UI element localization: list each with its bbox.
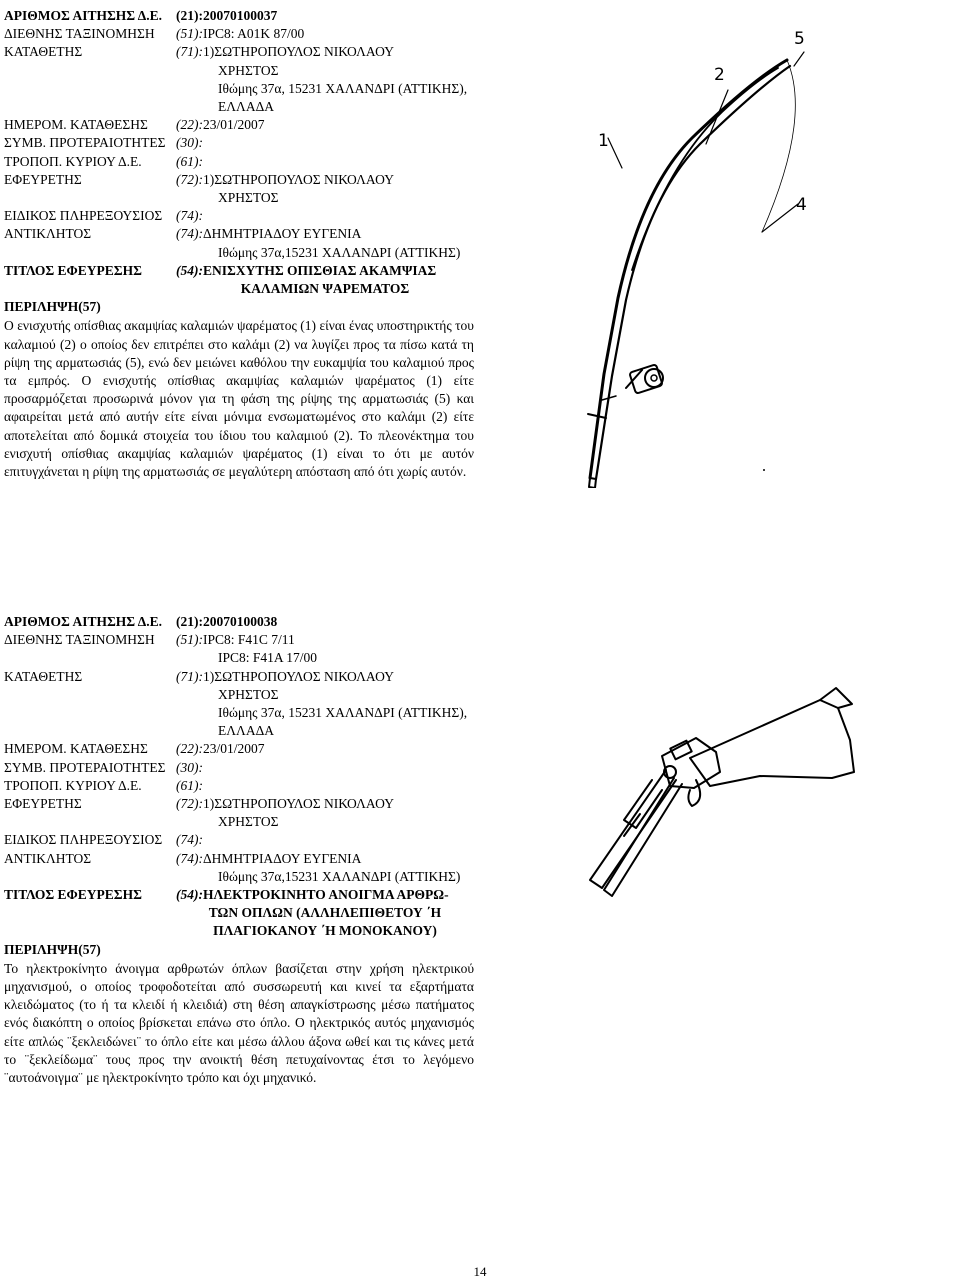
applicant-line: ΕΛΛΑΔΑ [218, 99, 275, 115]
classification-code: (51): [176, 632, 203, 648]
inventor-row [4, 171, 474, 189]
representative-code: (74): [176, 850, 203, 866]
special-agent-label: ΕΙΔΙΚΟΣ ΠΛΗΡΕΞΟΥΣΙΟΣ [4, 208, 163, 224]
rod-outline [590, 60, 787, 478]
representative-label: ΑΝΤΙΚΛΗΤΟΣ [4, 850, 92, 866]
classification-value: IPC8: A01K 87/00 [203, 26, 305, 42]
title-row [4, 886, 474, 941]
patent-record-1 [4, 7, 474, 481]
priority-code: (30): [176, 135, 203, 151]
application-number-row [4, 613, 474, 631]
figure-label-5: 5 [794, 29, 805, 49]
title-line: ΠΛΑΓΙΟΚΑΝΟΥ ΄Η ΜΟΝΟΚΑΝΟΥ) [213, 923, 437, 939]
patent-record-2 [4, 613, 474, 1087]
abstract-heading: ΠΕΡΙΛΗΨΗ(57) [4, 941, 101, 957]
representative-line: Ιθώμης 37α,15231 ΧΑΛΑΝΔΡΙ (ΑΤΤΙΚΗΣ) [218, 868, 461, 884]
amendment-label: ΤΡΟΠΟΠ. ΚΥΡΙΟΥ Δ.Ε. [4, 153, 142, 169]
priority-label: ΣΥΜΒ. ΠΡΟΤΕΡΑΙΟΤΗΤΕΣ [4, 759, 166, 775]
filing-date-value: 23/01/2007 [203, 741, 265, 757]
title-line: ΚΑΛΑΜΙΩΝ ΨΑΡΕΜΑΤΟΣ [240, 281, 410, 297]
applicant-code: (71): [176, 44, 203, 60]
representative-row [4, 225, 474, 243]
applicant-line: 1)ΣΩΤΗΡΟΠΟΥΛΟΣ ΝΙΚΟΛΑΟΥ [203, 44, 394, 60]
filing-date-code: (22): [176, 117, 203, 133]
inventor-line: 1)ΣΩΤΗΡΟΠΟΥΛΟΣ ΝΙΚΟΛΑΟΥ [203, 796, 394, 812]
application-number-label: ΑΡΙΘΜΟΣ ΑΙΤΗΣΗΣ Δ.Ε. [4, 8, 162, 23]
filing-date-code: (22): [176, 741, 203, 757]
applicant-line: ΧΡΗΣΤΟΣ [218, 686, 279, 702]
amendment-row [4, 153, 474, 171]
inventor-label: ΕΦΕΥΡΕΤΗΣ [4, 171, 82, 187]
title-label: ΤΙΤΛΟΣ ΕΦΕΥΡΕΣΗΣ [4, 262, 142, 278]
shotgun-figure [520, 640, 920, 940]
filing-date-value: 23/01/2007 [203, 117, 265, 133]
classification-row [4, 25, 474, 43]
special-agent-label: ΕΙΔΙΚΟΣ ΠΛΗΡΕΞΟΥΣΙΟΣ [4, 832, 163, 848]
figure-label-4: 4 [796, 195, 807, 215]
representative-row [4, 850, 474, 868]
application-number-value: 20070100038 [203, 614, 278, 629]
applicant-code: (71): [176, 668, 203, 684]
title-line: ΤΩΝ ΟΠΛΩΝ (ΑΛΛΗΛΕΠΙΘΕΤΟΥ ΄Η [208, 905, 442, 921]
figure-label-1: 1 [598, 131, 609, 151]
applicant-line: 1)ΣΩΤΗΡΟΠΟΥΛΟΣ ΝΙΚΟΛΑΟΥ [203, 668, 394, 684]
filing-date-row [4, 116, 474, 134]
inventor-label: ΕΦΕΥΡΕΤΗΣ [4, 796, 82, 812]
application-number-code: (21): [176, 8, 203, 23]
application-number-row [4, 7, 474, 25]
special-agent-row [4, 207, 474, 225]
abstract-text: Ο ενισχυτής οπίσθιας ακαμψίας καλαμιών ψαρέματος (1) είναι ένας υποστηρικτής του καλαμιού (2) ο οποίος δεν επιτρέπει στο καλάμι (2) να λυγίζει προς τα πίσω κατά τη ρίψη της αρματωσιάς (5), ενώ δεν μειώνει καθόλου την ευκαμψία του καλαμιού προς τα εμπρός. Ο ενισχυτής οπίσθιας ακαμψίας καλαμιών ψαρέματος (1) είτε προσαρμόζεται προσωρινά μόνον για τη φάση της ρίψης της αρματωσιάς (5) και αφαιρείται μετά από αυτήν είτε είναι μόνιμα ενσωματωμένος στο καλάμι (2) είτε αποτελείται από δομικά στοιχεία του ίδιου του καλαμιού (2). Το πλεονέκτημα του ενισχυτή οπίσθιας ακαμψίας καλαμιών ψαρέματος (1) είναι το ότι με αυτόν επιτυγχάνεται η ρίψη της αρματωσιάς σε μεγαλύτερη απόσταση από ότι χωρίς αυτόν. [4, 318, 474, 480]
inventor-code: (72): [176, 796, 203, 812]
special-agent-code: (74): [176, 832, 203, 848]
application-number-label: ΑΡΙΘΜΟΣ ΑΙΤΗΣΗΣ Δ.Ε. [4, 614, 162, 629]
representative-label: ΑΝΤΙΚΛΗΤΟΣ [4, 226, 92, 242]
priority-row [4, 134, 474, 152]
classification-value: IPC8: F41C 7/11 [203, 632, 295, 648]
amendment-code: (61): [176, 777, 203, 793]
reel [626, 364, 663, 394]
figure-label-2: 2 [714, 65, 725, 85]
representative-line: ΔΗΜΗΤΡΙΑΔΟΥ ΕΥΓΕΝΙΑ [203, 850, 362, 866]
gun-barrel [590, 770, 676, 888]
applicant-line: Ιθώμης 37α, 15231 ΧΑΛΑΝΔΡΙ (ΑΤΤΙΚΗΣ), [218, 705, 468, 721]
applicant-line: ΕΛΛΑΔΑ [218, 723, 275, 739]
page-number: 14 [473, 1264, 487, 1279]
inventor-code: (72): [176, 171, 203, 187]
title-line: ΗΛΕΚΤΡΟΚΙΝΗΤΟ ΑΝΟΙΓΜΑ ΑΡΘΡΩ- [203, 887, 449, 903]
filing-date-row [4, 740, 474, 758]
title-label: ΤΙΤΛΟΣ ΕΦΕΥΡΕΣΗΣ [4, 887, 142, 903]
classification-value: IPC8: F41A 17/00 [218, 650, 318, 666]
applicant-label: ΚΑΤΑΘΕΤΗΣ [4, 668, 83, 684]
title-code: (54): [176, 262, 203, 278]
filing-date-label: ΗΜΕΡΟΜ. ΚΑΤΑΘΕΣΗΣ [4, 741, 148, 757]
title-code: (54): [176, 887, 203, 903]
applicant-label: ΚΑΤΑΘΕΤΗΣ [4, 44, 83, 60]
applicant-row [4, 668, 474, 686]
title-line: ΕΝΙΣΧΥΤΗΣ ΟΠΙΣΘΙΑΣ ΑΚΑΜΨΙΑΣ [203, 262, 437, 278]
applicant-line: Ιθώμης 37α, 15231 ΧΑΛΑΝΔΡΙ (ΑΤΤΙΚΗΣ), [218, 80, 468, 96]
abstract-heading: ΠΕΡΙΛΗΨΗ(57) [4, 299, 101, 315]
amendment-label: ΤΡΟΠΟΠ. ΚΥΡΙΟΥ Δ.Ε. [4, 777, 142, 793]
inventor-line: ΧΡΗΣΤΟΣ [218, 190, 279, 206]
filing-date-label: ΗΜΕΡΟΜ. ΚΑΤΑΘΕΣΗΣ [4, 117, 148, 133]
fishing-rod-figure [582, 18, 840, 488]
amendment-row [4, 777, 474, 795]
representative-code: (74): [176, 226, 203, 242]
title-row [4, 262, 474, 298]
priority-label: ΣΥΜΒ. ΠΡΟΤΕΡΑΙΟΤΗΤΕΣ [4, 135, 166, 151]
special-agent-row [4, 831, 474, 849]
inventor-line: 1)ΣΩΤΗΡΟΠΟΥΛΟΣ ΝΙΚΟΛΑΟΥ [203, 171, 394, 187]
classification-label: ΔΙΕΘΝΗΣ ΤΑΞΙΝΟΜΗΣΗ [4, 26, 155, 42]
priority-row [4, 759, 474, 777]
applicant-row [4, 43, 474, 61]
inventor-row [4, 795, 474, 813]
priority-code: (30): [176, 759, 203, 775]
classification-row [4, 631, 474, 649]
representative-line: ΔΗΜΗΤΡΙΑΔΟΥ ΕΥΓΕΝΙΑ [203, 226, 362, 242]
application-number-code: (21): [176, 614, 203, 629]
amendment-code: (61): [176, 153, 203, 169]
special-agent-code: (74): [176, 208, 203, 224]
inventor-line: ΧΡΗΣΤΟΣ [218, 814, 279, 830]
applicant-line: ΧΡΗΣΤΟΣ [218, 62, 279, 78]
representative-line: Ιθώμης 37α,15231 ΧΑΛΑΝΔΡΙ (ΑΤΤΙΚΗΣ) [218, 244, 461, 260]
application-number-value: 20070100037 [203, 8, 278, 23]
reinforcement-strip [632, 68, 778, 270]
abstract-text: Το ηλεκτροκίνητο άνοιγμα αρθρωτών όπλων βασίζεται στην χρήση ηλεκτρικού μηχανισμού, ο οποίος τροφοδοτείται από συσσωρευτή και κινεί τα εξαρτήματα κλειδώματος (το ή τα κλειδί ή κλειδιά) στη θέση απαγκίστρωσης μέσω πατήματος ενός διακόπτη ο οποίος βρίσκεται επάνω στο όπλο. Ο ηλεκτρικός αυτός μηχανισμός είτε απλώς ¨ξεκλειδώνει¨ το όπλο είτε και μέσω άλλου άξονα ωθεί και τις κάνες μετά το ¨ξεκλείδωμα¨ τους προς την ανοικτή θέση πετυχαίνοντας έτσι το λεγόμενο ¨αυτοάνοιγμα¨ με ηλεκτροκίνητο τρόπο και όχι μηχανικό. [4, 960, 474, 1086]
classification-code: (51): [176, 26, 203, 42]
gun-receiver [662, 738, 720, 788]
gun-stock [690, 700, 854, 786]
classification-label: ΔΙΕΘΝΗΣ ΤΑΞΙΝΟΜΗΣΗ [4, 632, 155, 648]
